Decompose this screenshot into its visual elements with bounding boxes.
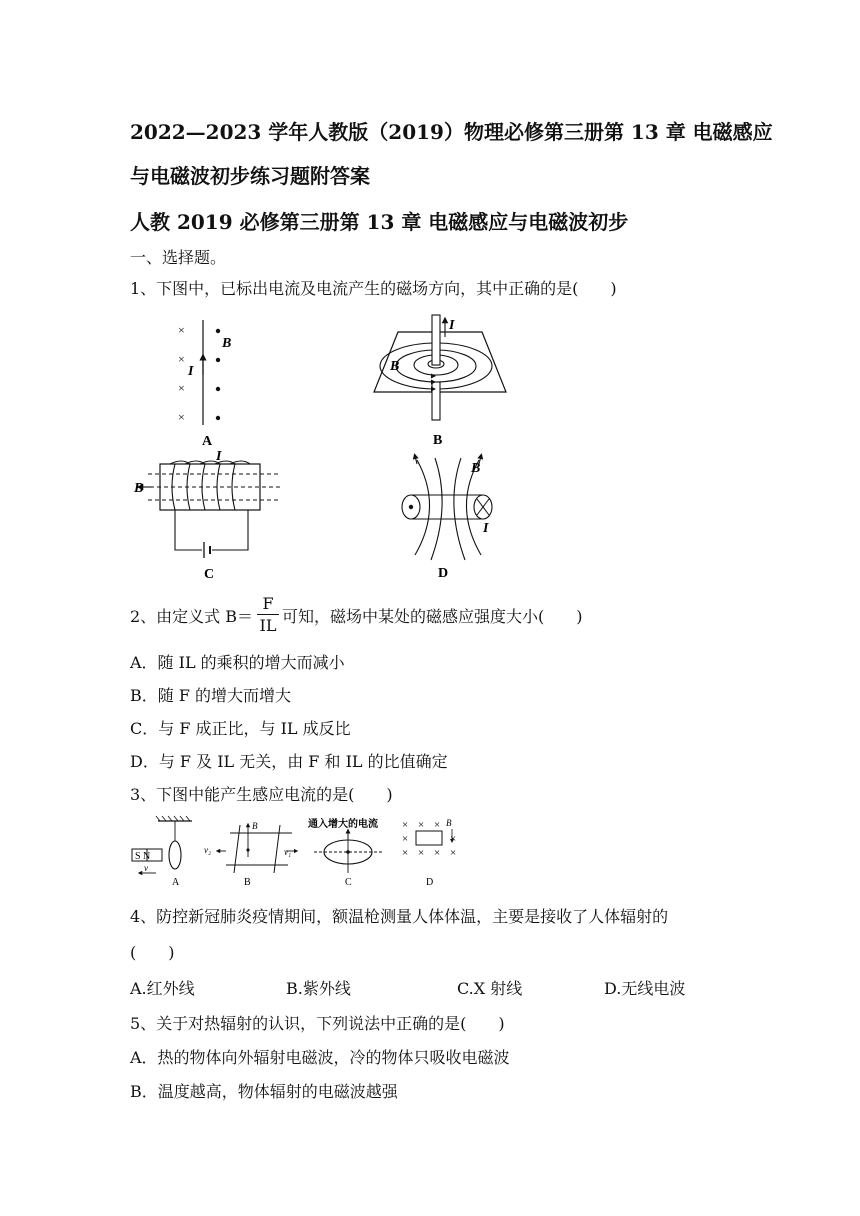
svg-text:×: × bbox=[450, 847, 457, 859]
dot-mark bbox=[409, 505, 413, 509]
dot-mark bbox=[216, 358, 220, 362]
q2-fraction-numerator: F bbox=[262, 594, 274, 613]
q4-paren: ( ) bbox=[130, 943, 175, 962]
q4-stem: 4、防控新冠肺炎疫情期间，额温枪测量人体体温，主要是接收了人体辐射的 bbox=[130, 907, 669, 926]
subtitle: 人教 2019 必修第三册第 13 章 电磁感应与电磁波初步 bbox=[130, 210, 629, 234]
title-line-1: 2022—2023 学年人教版（2019）物理必修第三册第 13 章 电磁感应 bbox=[130, 120, 773, 144]
ring bbox=[169, 841, 181, 869]
q1-stem: 1、下图中，已标出电流及电流产生的磁场方向，其中正确的是( ) bbox=[130, 279, 617, 298]
svg-text:×: × bbox=[434, 819, 441, 831]
label-i: I bbox=[188, 364, 194, 379]
q1-figure-a bbox=[160, 315, 250, 450]
caption-b: B bbox=[433, 433, 443, 448]
label-i: I bbox=[483, 521, 489, 536]
q2-fraction-denominator: IL bbox=[259, 616, 277, 635]
svg-text:×: × bbox=[402, 833, 409, 845]
q2-option-b: B．随 F 的增大而增大 bbox=[130, 686, 292, 705]
q3-figure bbox=[130, 815, 470, 890]
label-b: B bbox=[471, 461, 481, 476]
svg-text:×: × bbox=[402, 819, 409, 831]
q1-figure-c bbox=[130, 450, 290, 580]
label-v1: v₁ bbox=[284, 847, 292, 857]
conductor-top bbox=[432, 315, 440, 365]
dot-mark bbox=[216, 329, 220, 333]
q4-option-a: A.红外线 bbox=[130, 979, 195, 998]
q4-option-c: C.X 射线 bbox=[457, 979, 523, 998]
q2-fraction-bar bbox=[257, 614, 279, 615]
q2-prefix: 2、由定义式 B＝ bbox=[130, 607, 254, 626]
q3-stem: 3、下图中能产生感应电流的是( ) bbox=[130, 785, 393, 804]
label-b: B bbox=[134, 481, 144, 496]
frame bbox=[416, 831, 442, 845]
cross-mark: × bbox=[178, 323, 185, 337]
caption-d: D bbox=[438, 566, 449, 581]
q2-suffix: 可知，磁场中某处的磁感应强度大小( ) bbox=[282, 607, 583, 626]
svg-text:×: × bbox=[434, 847, 441, 859]
label-i: I bbox=[216, 449, 222, 464]
caption-b: B bbox=[244, 877, 251, 888]
label-i: I bbox=[449, 318, 455, 333]
q1-figure-d bbox=[395, 450, 515, 580]
q5-stem: 5、关于对热辐射的认识，下列说法中正确的是( ) bbox=[130, 1014, 505, 1033]
q2-option-a: A．随 IL 的乘积的增大而减小 bbox=[130, 653, 345, 672]
label-b: B bbox=[446, 818, 452, 828]
caption-a: A bbox=[202, 434, 213, 449]
label-b: B bbox=[252, 821, 258, 831]
q5-option-a: A．热的物体向外辐射电磁波，冷的物体只吸收电磁波 bbox=[130, 1048, 510, 1067]
svg-text:×: × bbox=[418, 819, 425, 831]
caption-c: C bbox=[345, 877, 352, 888]
label-b: B bbox=[222, 336, 232, 351]
section-heading: 一、选择题。 bbox=[130, 248, 227, 267]
caption-d: D bbox=[426, 877, 434, 888]
cross-mark: × bbox=[178, 352, 185, 366]
svg-text:×: × bbox=[450, 833, 457, 845]
svg-text:×: × bbox=[402, 847, 409, 859]
cross-mark: × bbox=[178, 381, 185, 395]
label-v2: v₂ bbox=[204, 845, 212, 855]
magnet-label: S N bbox=[135, 851, 151, 862]
title-line-2: 与电磁波初步练习题附答案 bbox=[130, 164, 370, 188]
c-caption-text: 通入增大的电流 bbox=[308, 819, 378, 830]
label-v: v bbox=[144, 863, 148, 873]
caption-a: A bbox=[172, 877, 180, 888]
q2-option-d: D．与 F 及 IL 无关，由 F 和 IL 的比值确定 bbox=[130, 752, 448, 771]
label-b: B bbox=[390, 359, 400, 374]
dot-mark bbox=[216, 416, 220, 420]
cross-mark: × bbox=[178, 410, 185, 424]
q4-option-b: B.紫外线 bbox=[286, 979, 351, 998]
caption-c: C bbox=[204, 567, 215, 582]
q2-option-c: C．与 F 成正比，与 IL 成反比 bbox=[130, 719, 351, 738]
q5-option-b: B．温度越高，物体辐射的电磁波越强 bbox=[130, 1082, 398, 1101]
q1-figure-b bbox=[370, 312, 510, 452]
dot-mark bbox=[216, 387, 220, 391]
svg-text:×: × bbox=[418, 847, 425, 859]
q4-option-d: D.无线电波 bbox=[604, 979, 686, 998]
